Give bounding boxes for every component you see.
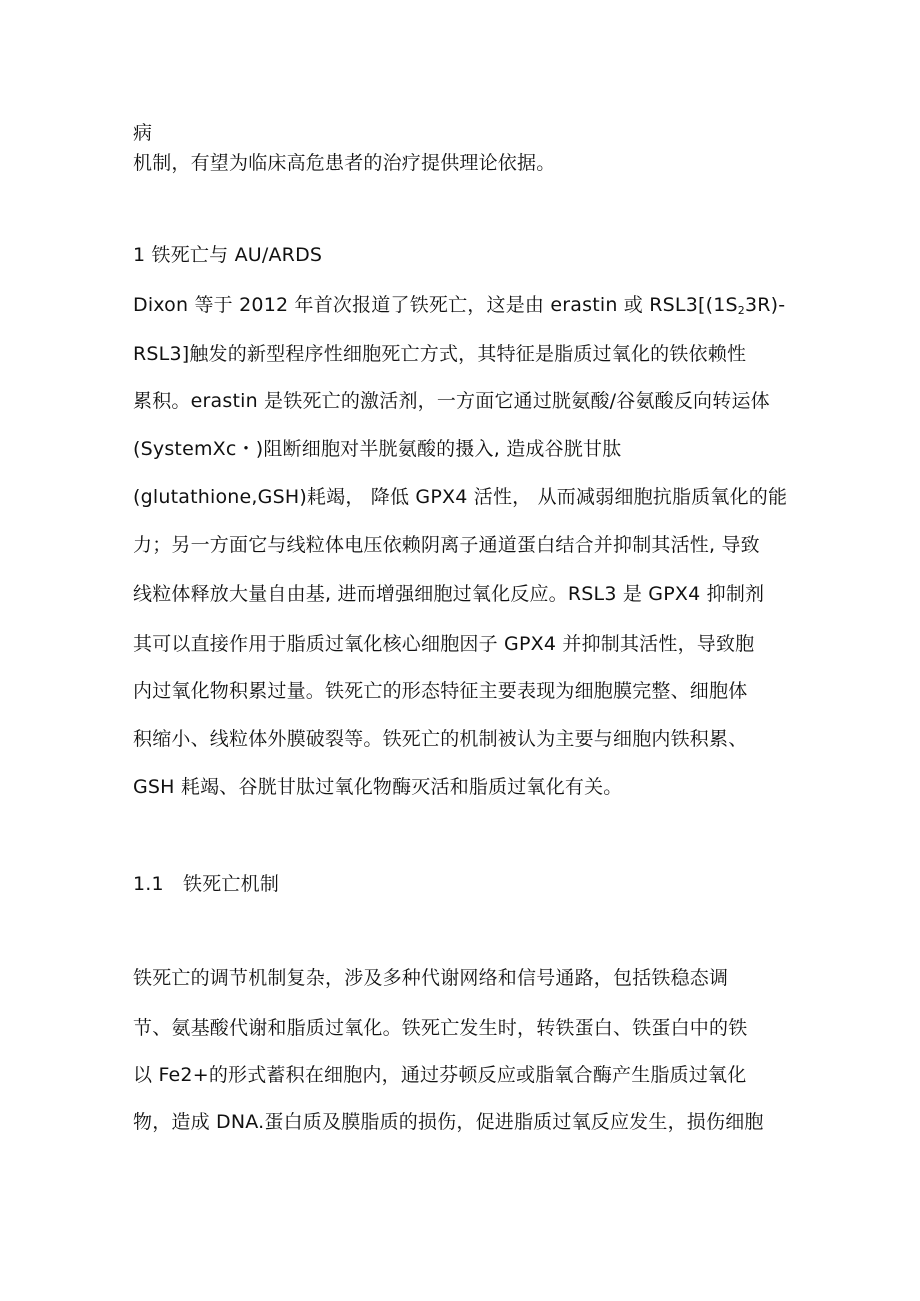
intro-line-2: 机制，有望为临床高危患者的治疗提供理论依据。 <box>133 152 556 174</box>
subscript-number: 2 <box>737 304 745 317</box>
section-1-paragraph-line-8: 其可以直接作用于脂质过氧化核心细胞因子 GPX4 并抑制其活性，导致胞 <box>133 633 755 655</box>
section-1-1-paragraph-line-4: 物，造成 DNA.蛋白质及膜脂质的损伤，促进脂质过氧反应发生，损伤细胞 <box>133 1111 764 1133</box>
section-1-line-1-tail: 3R)- <box>744 294 786 316</box>
section-1-1-paragraph-line-1: 铁死亡的调节机制复杂，涉及多种代谢网络和信号通路，包括铁稳态调 <box>133 967 729 989</box>
section-1-paragraph-line-1 <box>133 293 785 323</box>
section-1-paragraph-line-4: (SystemXc・)阻断细胞对半胱氨酸的摄入, 造成谷胱甘肽 <box>133 438 622 460</box>
section-1-paragraph-line-7: 线粒体释放大量自由基, 进而增强细胞过氧化反应。RSL3 是 GPX4 抑制剂 <box>133 583 765 605</box>
section-1-line-1-text: Dixon 等于 2012 年首次报道了铁死亡，这是由 erastin 或 RSL3[(1S <box>133 294 738 316</box>
section-1-heading: 1 铁死亡与 AU/ARDS <box>133 244 323 266</box>
intro-line-1: 病 <box>133 122 153 144</box>
section-1-paragraph-line-6: 力；另一方面它与线粒体电压依赖阴离子通道蛋白结合并抑制其活性, 导致 <box>133 534 760 556</box>
section-1-paragraph-line-2: RSL3]触发的新型程序性细胞死亡方式，其特征是脂质过氧化的铁依赖性 <box>133 343 747 365</box>
section-1-paragraph-line-10: 积缩小、线粒体外膜破裂等。铁死亡的机制被认为主要与细胞内铁积累、 <box>133 728 748 750</box>
section-1-1-heading: 1.1 铁死亡机制 <box>133 873 280 895</box>
section-1-1-paragraph-line-2: 节、氨基酸代谢和脂质过氧化。铁死亡发生时，转铁蛋白、铁蛋白中的铁 <box>133 1017 748 1039</box>
section-1-paragraph-line-11: GSH 耗竭、谷胱甘肽过氧化物酶灭活和脂质过氧化有关。 <box>133 776 623 798</box>
section-1-paragraph-line-3: 累积。erastin 是铁死亡的激活剂，一方面它通过胱氨酸/谷氨酸反向转运体 <box>133 390 770 412</box>
section-1-1-paragraph-line-3: 以 Fe2+的形式蓄积在细胞内，通过芬顿反应或脂氧合酶产生脂质过氧化 <box>133 1064 747 1086</box>
section-1-paragraph-line-9: 内过氧化物积累过量。铁死亡的形态特征主要表现为细胞膜完整、细胞体 <box>133 680 748 702</box>
section-1-paragraph-line-5: (glutathione,GSH)耗竭， 降低 GPX4 活性， 从而减弱细胞抗脂质氧化的能 <box>133 486 788 508</box>
